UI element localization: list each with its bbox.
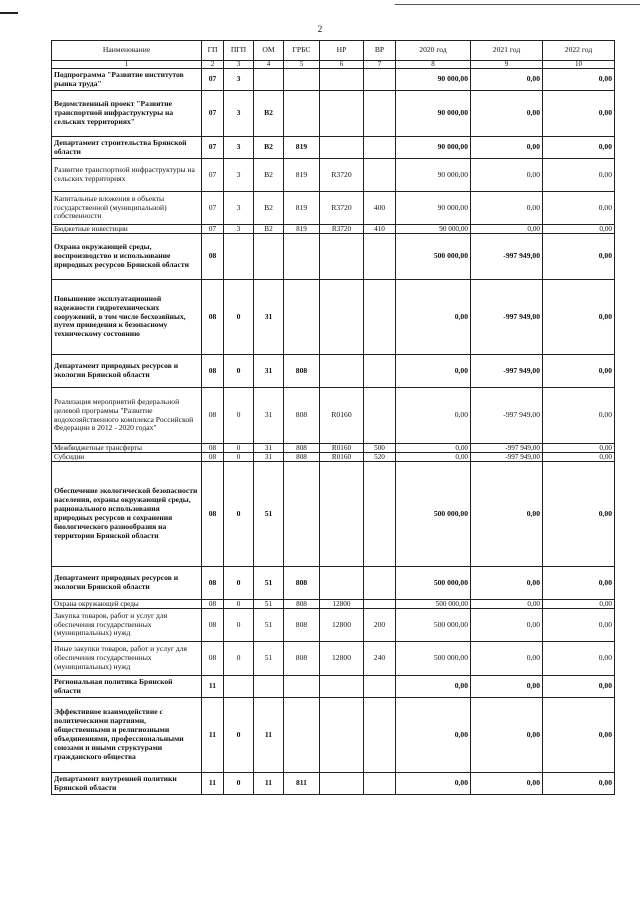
row-grbs [284, 676, 320, 698]
column-number-row [52, 61, 615, 69]
row-pgp: 0 [224, 642, 254, 676]
row-grbs: 808 [284, 388, 320, 444]
row-gp: 08 [202, 453, 224, 462]
row-nr: 12800 [320, 600, 364, 609]
row-gp: 07 [202, 137, 224, 159]
row-amount-2020: 500 000,00 [396, 234, 471, 280]
row-amount-2020: 500 000,00 [396, 642, 471, 676]
row-amount-2022: 0,00 [543, 355, 615, 388]
row-nr: R0160 [320, 453, 364, 462]
row-pgp [224, 676, 254, 698]
column-number: 4 [254, 61, 284, 69]
row-amount-2022: 0,00 [543, 642, 615, 676]
row-om: 51 [254, 609, 284, 642]
table-row [52, 225, 615, 234]
row-grbs [284, 280, 320, 355]
header-row [52, 41, 615, 61]
row-grbs: 808 [284, 355, 320, 388]
row-om: В2 [254, 137, 284, 159]
table-row [52, 609, 615, 642]
row-nr [320, 355, 364, 388]
row-grbs: 808 [284, 567, 320, 600]
row-nr: R0160 [320, 444, 364, 453]
row-nr: R0160 [320, 388, 364, 444]
row-amount-2022: 0,00 [543, 234, 615, 280]
page-number: 2 [317, 24, 323, 34]
row-gp: 08 [202, 280, 224, 355]
header-cell: ГРБС [284, 41, 320, 61]
row-grbs: 808 [284, 600, 320, 609]
budget-table [51, 40, 615, 795]
header-cell: 2020 год [396, 41, 471, 61]
row-amount-2022: 0,00 [543, 444, 615, 453]
row-pgp: 0 [224, 355, 254, 388]
row-vr [364, 91, 396, 137]
row-vr [364, 567, 396, 600]
row-pgp: 0 [224, 453, 254, 462]
header-cell: НР [320, 41, 364, 61]
header-cell: Наименование [52, 41, 202, 61]
table-row [52, 137, 615, 159]
row-nr [320, 280, 364, 355]
header-cell: ГП [202, 41, 224, 61]
row-gp: 08 [202, 567, 224, 600]
table-row [52, 91, 615, 137]
row-amount-2020: 90 000,00 [396, 159, 471, 192]
row-nr [320, 137, 364, 159]
row-amount-2022: 0,00 [543, 280, 615, 355]
table-row [52, 444, 615, 453]
row-amount-2021: 0,00 [471, 567, 543, 600]
row-gp: 11 [202, 773, 224, 795]
row-gp: 08 [202, 234, 224, 280]
row-vr [364, 69, 396, 91]
row-amount-2020: 0,00 [396, 355, 471, 388]
row-gp: 11 [202, 676, 224, 698]
row-grbs [284, 91, 320, 137]
row-name: Департамент природных ресурсов и экологии Брянской области [52, 355, 202, 388]
row-amount-2021: 0,00 [471, 600, 543, 609]
column-number: 3 [224, 61, 254, 69]
row-om [254, 69, 284, 91]
row-pgp: 3 [224, 225, 254, 234]
scan-edge-mark [0, 12, 18, 14]
row-vr [364, 773, 396, 795]
row-nr: R3720 [320, 192, 364, 225]
row-om: В2 [254, 225, 284, 234]
row-grbs: 808 [284, 453, 320, 462]
row-amount-2022: 0,00 [543, 698, 615, 773]
row-pgp: 0 [224, 609, 254, 642]
row-name: Иные закупки товаров, работ и услуг для обеспечения государственных (муниципальных) нужд [52, 642, 202, 676]
row-amount-2021: 0,00 [471, 609, 543, 642]
row-om: 51 [254, 462, 284, 567]
row-name: Повышение эксплуатационной надежности гидротехнических сооружений, в том числе бесхозяйных, путем приведения к безопасному техническому состоянию [52, 280, 202, 355]
row-om: 11 [254, 698, 284, 773]
row-name: Капитальные вложения в объекты государственной (муниципальной) собственности [52, 192, 202, 225]
row-nr [320, 462, 364, 567]
column-number: 10 [543, 61, 615, 69]
row-pgp: 0 [224, 567, 254, 600]
row-pgp: 3 [224, 69, 254, 91]
table-row [52, 600, 615, 609]
table-row [52, 388, 615, 444]
row-amount-2021: 0,00 [471, 91, 543, 137]
row-amount-2021: 0,00 [471, 225, 543, 234]
row-om: 31 [254, 355, 284, 388]
row-pgp: 0 [224, 444, 254, 453]
row-nr: 12800 [320, 642, 364, 676]
table-row [52, 567, 615, 600]
row-pgp: 0 [224, 388, 254, 444]
row-name: Охрана окружающей среды, воспроизводство и использование природных ресурсов Брянской области [52, 234, 202, 280]
row-name: Реализация мероприятий федеральной целевой программы "Развитие водохозяйственного комплекса Российской Федерации в 2012 - 2020 годах" [52, 388, 202, 444]
row-amount-2021: -997 949,00 [471, 234, 543, 280]
row-amount-2021: 0,00 [471, 698, 543, 773]
row-gp: 08 [202, 444, 224, 453]
row-om: 31 [254, 388, 284, 444]
row-pgp [224, 234, 254, 280]
row-amount-2021: 0,00 [471, 642, 543, 676]
row-amount-2022: 0,00 [543, 388, 615, 444]
row-gp: 07 [202, 192, 224, 225]
row-vr: 240 [364, 642, 396, 676]
row-nr [320, 69, 364, 91]
row-amount-2022: 0,00 [543, 192, 615, 225]
column-number: 6 [320, 61, 364, 69]
row-nr: R3720 [320, 159, 364, 192]
table-row [52, 642, 615, 676]
row-amount-2022: 0,00 [543, 91, 615, 137]
row-vr [364, 137, 396, 159]
scan-edge-mark [395, 4, 640, 5]
row-om [254, 676, 284, 698]
row-amount-2020: 0,00 [396, 773, 471, 795]
row-amount-2021: 0,00 [471, 69, 543, 91]
row-gp: 07 [202, 69, 224, 91]
header-cell: ОМ [254, 41, 284, 61]
row-amount-2022: 0,00 [543, 773, 615, 795]
row-name: Департамент строительства Брянской области [52, 137, 202, 159]
row-om: В2 [254, 91, 284, 137]
row-grbs [284, 69, 320, 91]
row-nr [320, 91, 364, 137]
table-row [52, 69, 615, 91]
column-number: 9 [471, 61, 543, 69]
row-name: Региональная политика Брянской области [52, 676, 202, 698]
row-amount-2022: 0,00 [543, 137, 615, 159]
row-pgp: 0 [224, 462, 254, 567]
column-number: 7 [364, 61, 396, 69]
row-grbs: 808 [284, 642, 320, 676]
row-name: Эффективное взаимодействие с политическими партиями, общественными и религиозными объединениями, профессиональными союзами и иными структурами гражданского общества [52, 698, 202, 773]
row-grbs [284, 462, 320, 567]
row-amount-2020: 500 000,00 [396, 567, 471, 600]
row-nr [320, 676, 364, 698]
row-om: В2 [254, 159, 284, 192]
row-amount-2020: 0,00 [396, 444, 471, 453]
row-amount-2020: 0,00 [396, 698, 471, 773]
row-amount-2020: 90 000,00 [396, 225, 471, 234]
row-vr [364, 676, 396, 698]
row-name: Субсидии [52, 453, 202, 462]
row-gp: 08 [202, 355, 224, 388]
row-nr [320, 567, 364, 600]
row-amount-2021: 0,00 [471, 773, 543, 795]
row-vr: 410 [364, 225, 396, 234]
row-amount-2022: 0,00 [543, 69, 615, 91]
row-om: В2 [254, 192, 284, 225]
row-name: Развитие транспортной инфраструктуры на сельских территориях [52, 159, 202, 192]
row-vr: 520 [364, 453, 396, 462]
table-body [52, 69, 615, 795]
row-vr: 200 [364, 609, 396, 642]
row-name: Межбюджетные трансферты [52, 444, 202, 453]
row-om: 51 [254, 642, 284, 676]
row-name: Обеспечение экологической безопасности населения, охраны окружающей среды, рационального использования природных ресурсов и сохранения биологического разнообразия на территории Брянской области [52, 462, 202, 567]
row-gp: 11 [202, 698, 224, 773]
row-vr [364, 280, 396, 355]
header-cell: 2021 год [471, 41, 543, 61]
row-amount-2020: 90 000,00 [396, 69, 471, 91]
table-row [52, 355, 615, 388]
row-grbs: 808 [284, 609, 320, 642]
row-pgp: 3 [224, 137, 254, 159]
row-amount-2022: 0,00 [543, 462, 615, 567]
row-pgp: 0 [224, 773, 254, 795]
row-amount-2021: 0,00 [471, 159, 543, 192]
row-name: Подпрограмма "Развитие институтов рынка труда" [52, 69, 202, 91]
table-row [52, 192, 615, 225]
row-pgp: 0 [224, 698, 254, 773]
table-row [52, 453, 615, 462]
row-amount-2022: 0,00 [543, 453, 615, 462]
row-name: Закупка товаров, работ и услуг для обеспечения государственных (муниципальных) нужд [52, 609, 202, 642]
row-gp: 08 [202, 609, 224, 642]
row-amount-2020: 500 000,00 [396, 462, 471, 567]
column-number: 5 [284, 61, 320, 69]
row-amount-2021: -997 949,00 [471, 453, 543, 462]
table-row [52, 234, 615, 280]
row-pgp: 0 [224, 600, 254, 609]
row-pgp: 3 [224, 192, 254, 225]
row-grbs: 808 [284, 444, 320, 453]
header-cell: ВР [364, 41, 396, 61]
row-amount-2022: 0,00 [543, 609, 615, 642]
row-vr [364, 388, 396, 444]
row-grbs: 811 [284, 773, 320, 795]
column-number: 8 [396, 61, 471, 69]
row-grbs: 819 [284, 192, 320, 225]
row-om: 31 [254, 444, 284, 453]
table-row [52, 698, 615, 773]
row-amount-2020: 0,00 [396, 676, 471, 698]
row-om: 51 [254, 600, 284, 609]
row-amount-2022: 0,00 [543, 225, 615, 234]
row-amount-2021: -997 949,00 [471, 444, 543, 453]
row-nr [320, 234, 364, 280]
row-pgp: 3 [224, 159, 254, 192]
row-gp: 07 [202, 91, 224, 137]
row-vr [364, 600, 396, 609]
row-vr: 400 [364, 192, 396, 225]
row-gp: 08 [202, 600, 224, 609]
row-om: 51 [254, 567, 284, 600]
row-vr [364, 355, 396, 388]
header-cell: 2022 год [543, 41, 615, 61]
table-row [52, 280, 615, 355]
row-om: 11 [254, 773, 284, 795]
row-grbs: 819 [284, 159, 320, 192]
row-name: Охрана окружающей среды [52, 600, 202, 609]
row-gp: 07 [202, 225, 224, 234]
row-amount-2021: 0,00 [471, 676, 543, 698]
row-pgp: 3 [224, 91, 254, 137]
row-amount-2020: 0,00 [396, 453, 471, 462]
row-amount-2020: 90 000,00 [396, 192, 471, 225]
row-grbs: 819 [284, 225, 320, 234]
row-amount-2021: -997 949,00 [471, 388, 543, 444]
table-row [52, 773, 615, 795]
row-name: Ведомственный проект "Развитие транспортной инфраструктуры на сельских территориях" [52, 91, 202, 137]
row-gp: 08 [202, 388, 224, 444]
row-amount-2021: -997 949,00 [471, 280, 543, 355]
column-number: 1 [52, 61, 202, 69]
row-amount-2022: 0,00 [543, 676, 615, 698]
row-amount-2020: 0,00 [396, 388, 471, 444]
row-name: Департамент природных ресурсов и экологии Брянской области [52, 567, 202, 600]
row-amount-2022: 0,00 [543, 567, 615, 600]
row-gp: 08 [202, 642, 224, 676]
row-amount-2021: 0,00 [471, 137, 543, 159]
table-row [52, 462, 615, 567]
row-nr: 12800 [320, 609, 364, 642]
row-amount-2020: 500 000,00 [396, 609, 471, 642]
row-amount-2022: 0,00 [543, 600, 615, 609]
row-amount-2020: 500 000,00 [396, 600, 471, 609]
row-pgp: 0 [224, 280, 254, 355]
column-number: 2 [202, 61, 224, 69]
row-name: Департамент внутренней политики Брянской области [52, 773, 202, 795]
row-vr [364, 234, 396, 280]
row-om [254, 234, 284, 280]
row-amount-2020: 90 000,00 [396, 137, 471, 159]
row-gp: 07 [202, 159, 224, 192]
row-name: Бюджетные инвестиции [52, 225, 202, 234]
row-vr [364, 698, 396, 773]
row-gp: 08 [202, 462, 224, 567]
row-amount-2021: 0,00 [471, 192, 543, 225]
row-om: 31 [254, 280, 284, 355]
row-vr [364, 159, 396, 192]
row-vr [364, 462, 396, 567]
table-row [52, 159, 615, 192]
row-nr: R3720 [320, 225, 364, 234]
row-om: 31 [254, 453, 284, 462]
row-grbs: 819 [284, 137, 320, 159]
row-nr [320, 698, 364, 773]
row-grbs [284, 234, 320, 280]
row-amount-2022: 0,00 [543, 159, 615, 192]
table-row [52, 676, 615, 698]
row-grbs [284, 698, 320, 773]
row-amount-2021: 0,00 [471, 462, 543, 567]
header-cell: ПГП [224, 41, 254, 61]
row-nr [320, 773, 364, 795]
row-amount-2021: -997 949,00 [471, 355, 543, 388]
row-amount-2020: 0,00 [396, 280, 471, 355]
row-vr: 500 [364, 444, 396, 453]
row-amount-2020: 90 000,00 [396, 91, 471, 137]
